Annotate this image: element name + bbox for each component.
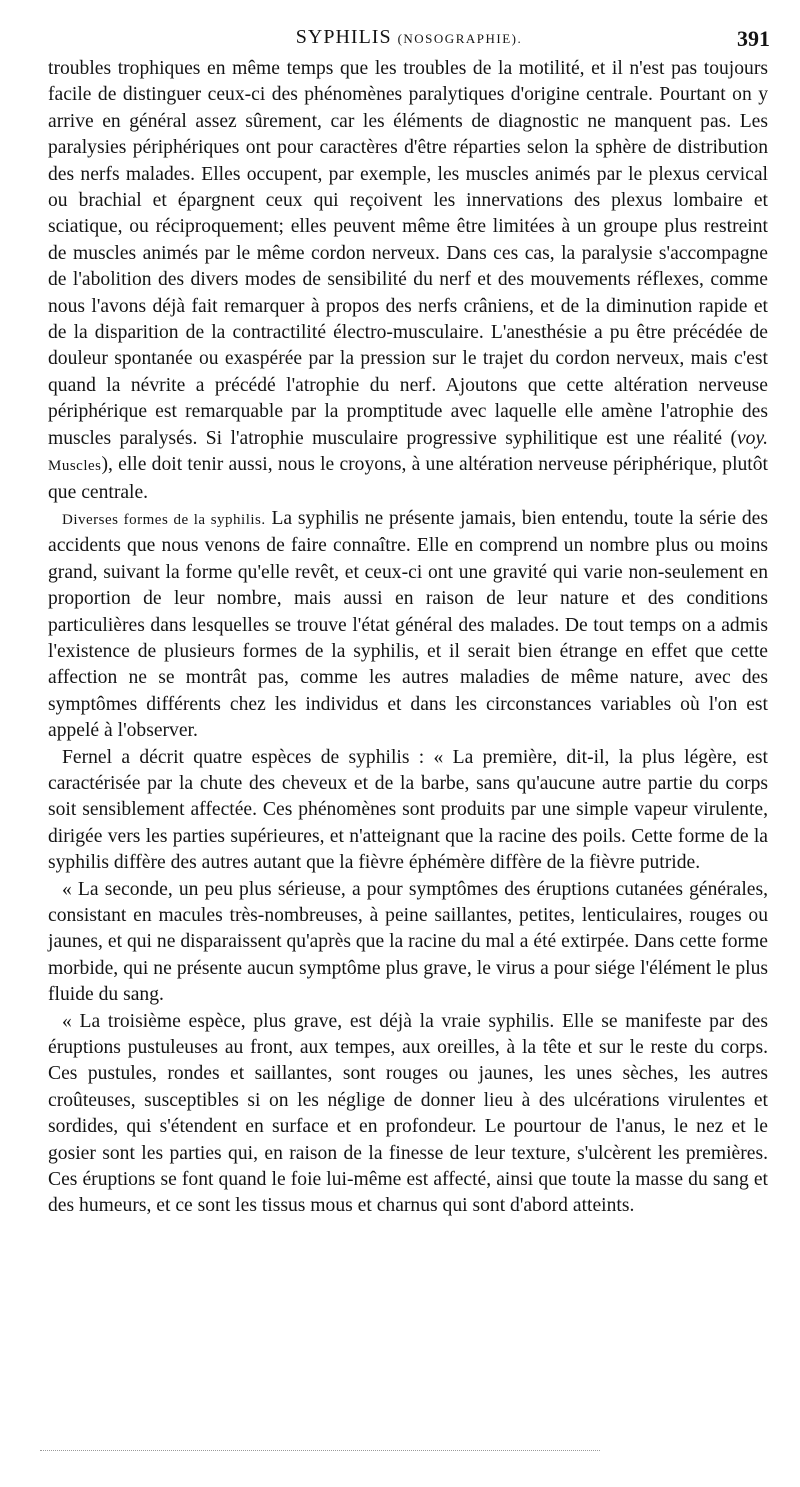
paragraph-fernel: Fernel a décrit quatre espèces de syphilis : « La première, dit-il, la plus légère, est caractérisée par la chute des cheveux et de la barbe, sans qu'aucune autre partie du corps soit sensiblement affectée. Ces phénomènes sont produits par une simple vapeur virulente, dirigée vers les parties supérieures, et n'atteignant que la racine des poils. Cette forme de la syphilis diffère des autres autant que la fièvre éphémère diffère de la fièvre putride. [48, 746, 768, 874]
header-subtitle: (NOSOGRAPHIE). [397, 31, 523, 46]
paragraph-troisieme-espece: « La troisième espèce, plus grave, est déjà la vraie syphilis. Elle se manifeste par des éruptions pustuleuses au front, aux tempes, aux oreilles, à la tête et sur le reste du corps. Ces pustules, rondes et saillantes, sont rouges ou jaunes, les unes sèches, les autres croûteuses, susceptibles si on les néglige de donner lieu à des ulcérations virulentes et sordides, qui s'étendent en surface et en profondeur. Le pourtour de l'anus, le nez et le gosier sont les parties qui, en raison de la finesse de leur texture, s'ulcèrent les premières. Ces éruptions se font quand le foie lui-même est affecté, ainsi que toute la masse du sang et des humeurs, et ce sont les tissus mous et charnus qui sont d'abord atteints. [48, 1010, 768, 1217]
paragraph-seconde-espece: « La seconde, un peu plus sérieuse, a pour symptômes des éruptions cutanées générales, consistant en macules très-nombreuses, à peine saillantes, petites, lenticulaires, rouges ou jaunes, et qui ne disparaissent qu'après que la racine du mal a été extirpée. Dans cette forme morbide, qui ne présente aucun symptôme plus grave, le virus a pour siége l'élément le plus fluide du sang. [48, 878, 768, 1006]
paragraph-continuation: troubles trophiques en même temps que les troubles de la motilité, et il n'est pas toujours facile de distinguer ceux-ci des phénomènes paralytiques d'origine centrale. Pourtant on y arrive en général assez sûrement, car les éléments de diagnostic ne manquent pas. Les paralysies périphériques ont pour caractères d'être réparties selon la sphère de distribution des nerfs malades. Elles occupent, par exemple, les muscles animés par le plexus cervical ou brachial et épargnent ceux qui reçoivent les innervations des plexus lombaire et sciatique, ou réciproquement; elles peuvent même être limitées à un groupe plus restreint de muscles animés par le même cordon nerveux. Dans ces cas, la paralysie s'accompagne de l'abolition des divers modes de sensibilité du nerf et des mouvements réflexes, comme nous l'avons déjà fait remarquer à propos des nerfs crâniens, et de la diminution rapide et de la disparition de la contractilité électro-musculaire. L'anesthésie a pu être précédée de douleur spontanée ou exaspérée par la pression sur le trajet du cordon nerveux, mais c'est quand la névrite a précédé l'atrophie du nerf. Ajoutons que cette altération nerveuse périphérique est remarquable par la promptitude avec laquelle elle amène l'atrophie des muscles paralysés. Si l'atrophie musculaire progressive syphilitique est une réalité (voy. Muscles), elle doit tenir aussi, nous le croyons, à une altération nerveuse périphérique, plutôt que centrale. [48, 58, 768, 503]
reference-italic: voy. [736, 427, 768, 449]
body-text [48, 56, 768, 1220]
section-heading: Diverses formes de la syphilis. [62, 511, 266, 528]
paragraph-diverses-formes: Diverses formes de la syphilis. La syphilis ne présente jamais, bien entendu, toute la série des accidents que nous venons de faire connaître. Elle en comprend un nombre plus ou moins grand, suivant la forme qu'elle revêt, et ceux-ci ont une gravité qui varie non-seulement en proportion de leur nombre, mais aussi en raison de leur nature et des conditions particulières dans lesquelles se trouve l'état général des malades. De tout temps on a admis l'existence de plusieurs formes de la syphilis, et il serait bien étrange en effet que cette affection ne se montrât pas, comme les autres maladies de même nature, avec des symptômes différents chez les individus et dans les circonstances variables où l'on est appelé à l'observer. [48, 507, 768, 742]
bottom-dotted-rule [40, 1450, 600, 1451]
page-number: 391 [737, 26, 770, 51]
header-title: SYPHILIS [295, 26, 392, 48]
running-header [48, 26, 770, 56]
cross-reference-muscles: Muscles [48, 458, 102, 475]
running-title [48, 26, 770, 49]
